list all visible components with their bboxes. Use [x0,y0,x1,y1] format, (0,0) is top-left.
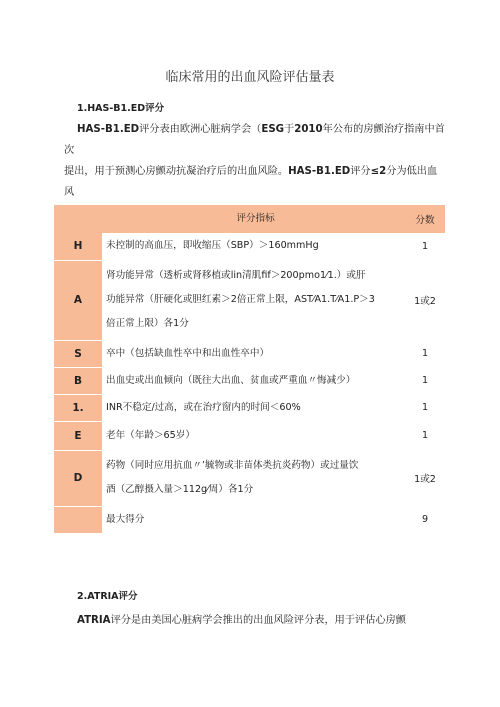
header-score-cell: 分数 [405,205,445,233]
table-row-total [54,506,445,533]
document-title: 临床常用的出血风险评估量表 [165,70,335,85]
row-letter: A [54,260,102,340]
row-letter: 1. [54,394,102,421]
row-score: 9 [405,506,445,533]
table-row [54,233,445,260]
row-criterion: 卒中（包括缺血性卒中和出血性卒中） [102,340,405,367]
row-criterion: 未控制的高血压，即收缩压（SBP）＞160mmHg [102,233,405,260]
row-score: 1 [405,421,445,450]
table-row [54,367,445,394]
row-criterion: 最大得分 [102,506,405,533]
section-heading-has-bled: 1.HAS-B1.ED评分 [77,103,165,114]
row-criterion: 出血史或出血倾向（既往大出血、贫血或严重血〃悔减少） [102,367,405,394]
has-bled-score-table [54,205,445,534]
row-score: 1 [405,340,445,367]
row-score: 1 [405,367,445,394]
table-row [54,260,445,340]
table-row [54,340,445,367]
row-letter: S [54,340,102,367]
row-criterion: 药物（同时应用抗血〃’毓物或非苗体类抗炎药物）或过量饮 酒（乙醇摄入量＞112g⁄周）各1分 [102,450,405,506]
row-letter: H [54,233,102,260]
row-score: 1或2 [405,260,445,340]
row-criterion: INR不稳定/过高，或在治疗窗内的时间＜60% [102,394,405,421]
row-score: 1 [405,233,445,260]
paragraph-line-1: HAS-B1.ED评分表由欧洲心脏病学会（ESG于2010年公布的房颤治疗指南中首次 [64,124,445,156]
table-header-row [54,205,445,233]
paragraph-line-1: ATRIA评分是由美国心脏病学会推出的出血风险评分表，用于评估心房颤 [77,615,406,626]
header-letter-cell [54,205,102,233]
paragraph-line-2: 提出，用于预测心房颤动抗凝治疗后的出血风险。HAS-B1.ED评分≤2分为低出血风 [64,166,438,198]
table-row [54,394,445,421]
row-criterion: 肾功能异常（透析或肾移植或lin清肌fif＞200pmo1⁄1.）或肝 功能异常（肝硬化或胆红素＞2倍正常上限，AST⁄A1.T⁄A1.P＞3 倍正常上限）各1分 [102,260,405,340]
row-letter: D [54,450,102,506]
row-letter: E [54,421,102,450]
row-letter [54,506,102,533]
row-score: 1或2 [405,450,445,506]
table-row [54,421,445,450]
row-letter: B [54,367,102,394]
section-heading-atria: 2.ATRIA评分 [77,591,138,602]
section-paragraph-atria [64,610,446,631]
row-score: 1 [405,394,445,421]
row-criterion: 老年（年龄＞65岁） [102,421,405,450]
header-item-cell: 评分指标 [102,205,405,233]
table-row [54,450,445,506]
